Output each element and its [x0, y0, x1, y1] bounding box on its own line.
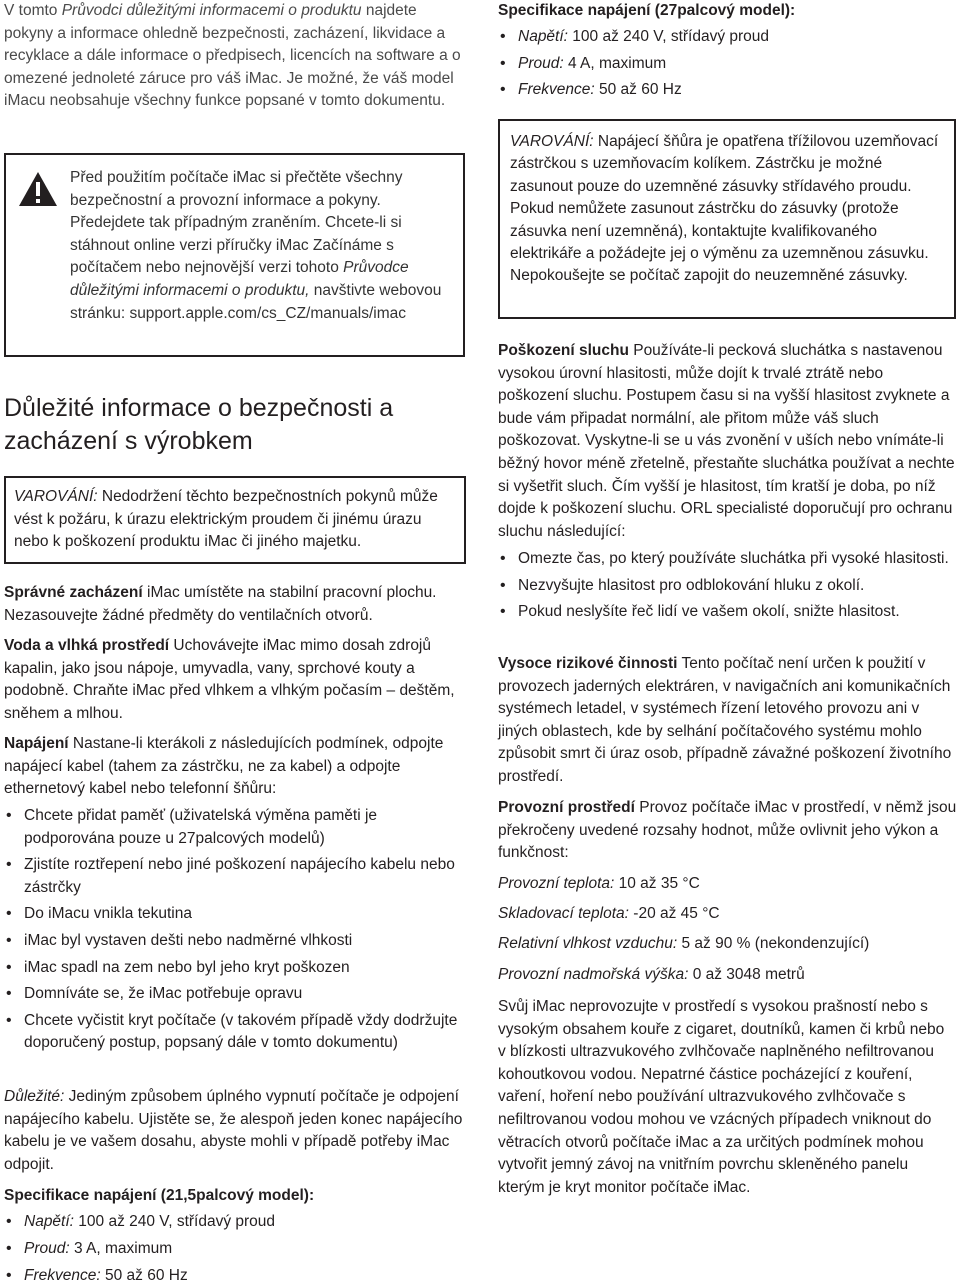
list-item: • Chcete vyčistit kryt počítače (v takovém případě vždy dodržujte doporučený postup, popsaný dále v tomto dokumentu): [4, 1010, 462, 1055]
section-heading: Důležité informace o bezpečnosti a zacházení s výrobkem: [4, 394, 394, 455]
list-item: • Domníváte se, že iMac potřebuje opravu: [4, 983, 462, 1006]
warning-label: VAROVÁNÍ:: [510, 133, 594, 150]
alert-text: Před použitím počítače iMac si přečtěte všechny bezpečnostní a provozní informace a pokyny. Předejdete tak případným zraněním. Chcete-li si stáhnout online verzi příručky iMac Začínáme s počítačem nebo nejnovější verzi tohoto Průvodce důležitými informacemi o produktu, navštivte webovou stránku: support.apple.com/cs_CZ/manuals/imac: [70, 169, 442, 322]
spec-21-list: [4, 1211, 466, 1288]
list-item: • Nezvyšujte hlasitost pro odblokování hluku z okolí.: [498, 575, 958, 598]
list-item: • iMac byl vystaven dešti nebo nadměrné vlhkosti: [4, 930, 462, 953]
environment-section: Provozní prostředí Provoz počítače iMac v prostředí, v němž jsou překročeny uvedené rozsahy hodnot, může ovlivnit jeho výkon a funkčnost:: [498, 799, 957, 862]
hearing-section: Poškození sluchu Používáte-li pecková sluchátka s nastavenou vysokou úrovní hlasitosti, může dojít k trvalé ztrátě nebo poškození sluchu. Postupem času si na vyšší hlasitost zvyknete a bude vám připadat normální, ale přitom může váš sluch poškozovat. Vyskytne-li se u vás zvonění v uších nebo vnímáte-li běžný hovor méně zřetelně, přestaňte sluchátka používat a nechte si vyšetřit sluch. Čím vyšší je hlasitost, tím kratší je doba, po níž dojde k poškození sluchu. ORL specialisté doporučují pro ochranu sluchu následující:: [498, 342, 955, 540]
spec-storage-temp: Skladovací teplota: -20 až 45 °C: [498, 905, 720, 922]
list-item: • Pokud neslyšíte řeč lidí ve vašem okolí, snižte hlasitost.: [498, 601, 958, 624]
intro-paragraph: V tomto Průvodci důležitými informacemi o produktu najdete pokyny a informace ohledně bezpečnosti, zacházení, likvidace a recyklace a dále informace o předpisech, licencích na software a o omezené jednoleté záruce pro váš iMac. Je možné, že váš model iMacu neobsahuje všechny funkce popsané v tomto dokumentu.: [4, 2, 461, 110]
power-conditions-list: [4, 805, 462, 1055]
list-item: • Proud: 4 A, maximum: [498, 53, 958, 76]
list-item: • Frekvence: 50 až 60 Hz: [4, 1265, 466, 1288]
list-item: • iMac spadl na zem nebo byl jeho kryt poškozen: [4, 957, 462, 980]
list-item: • Napětí: 100 až 240 V, střídavý proud: [4, 1211, 466, 1234]
warning-triangle-icon: [18, 171, 58, 207]
spec-altitude: Provozní nadmořská výška: 0 až 3048 metrů: [498, 966, 805, 983]
list-item: • Chcete přidat paměť (uživatelská výměna paměti je podporována pouze u 27palcových modelů): [4, 805, 462, 850]
hearing-tips-list: [498, 548, 958, 624]
water-section: Voda a vlhká prostředí Uchovávejte iMac mimo dosah zdrojů kapalin, jako jsou nápoje, umyvadla, vany, sprchové kouty a podobně. Chraňte iMac před vlhkem a vlhkým počasím – deštěm, sněhem a mlhou.: [4, 637, 455, 722]
spec-humidity: Relativní vlhkost vzduchu: 5 až 90 % (nekondenzující): [498, 935, 870, 952]
list-item: • Proud: 3 A, maximum: [4, 1238, 466, 1261]
warning-text: Nedodržení těchto bezpečnostních pokynů může vést k požáru, k úrazu elektrickým proudem či jinému úrazu nebo k poškození produktu iMac či jiného majetku.: [14, 488, 438, 551]
list-item: • Omezte čas, po který používáte sluchátka při vysoké hlasitosti.: [498, 548, 958, 571]
warning-box: [4, 476, 466, 564]
important-note: Důležité: Jediným způsobem úplného vypnutí počítače je odpojení napájecího kabelu. Ujistěte se, že alespoň jeden konec napájecího kabelu je ve vašem dosahu, abyste mohli v případě potřeby iMac odpojit.: [4, 1088, 463, 1173]
power-section: Napájení Nastane-li kterákoli z následujících podmínek, odpojte napájecí kabel (tahem za zástrčku, ne za kabel) a odpojte ethernetový kabel nebo telefonní šňůru:: [4, 735, 444, 798]
handling-section: Správné zacházení iMac umístěte na stabilní pracovní plochu. Nezasouvejte žádné předměty do ventilačních otvorů.: [4, 584, 437, 624]
warning-label: VAROVÁNÍ:: [14, 488, 98, 505]
list-item: • Frekvence: 50 až 60 Hz: [498, 79, 958, 102]
list-item: • Napětí: 100 až 240 V, střídavý proud: [498, 26, 958, 49]
list-item: • Zjistíte roztřepení nebo jiné poškození napájecího kabelu nebo zástrčky: [4, 854, 462, 899]
read-first-alert: [4, 153, 465, 357]
list-item: • Do iMacu vnikla tekutina: [4, 903, 462, 926]
spec-27-list: [498, 26, 958, 102]
spec-21-title: Specifikace napájení (21,5palcový model):: [4, 1187, 315, 1204]
spec-operating-temp: Provozní teplota: 10 až 35 °C: [498, 875, 700, 892]
warning-text: Napájecí šňůra je opatřena třížilovou uzemňovací zástrčkou s uzemňovacím kolíkem. Zástrčku je možné zasunout pouze do uzemněné zásuvky střídavého proudu. Pokud nemůžete zasunout zástrčku do zásuvky (protože zásuvka není uzemněná), kontaktujte kvalifikovaného elektrikáře a požádejte jej o výměnu za uzemněnou zásuvku. Nepokoušejte se počítač zapojit do neuzemněné zásuvky.: [510, 133, 939, 285]
spec-27-title: Specifikace napájení (27palcový model):: [498, 2, 796, 19]
dust-note: Svůj iMac neprovozujte v prostředí s vysokou prašností nebo s vysokým obsahem kouře z cigaret, doutníků, kamen či krbů nebo v blízkosti ultrazvukového zvlhčovače naplněného nefiltrovanou kohoutkovou vodou. Nepatrné částice pocházející z kouření, vaření, hoření nebo používání ultrazvukového zvlhčovače s nefiltrovanou vodou mohou ve vzácných případech vniknout do větracích otvorů počítače iMac a za určitých podmínek mohou vytvořit jemný závoj na vnitřním povrchu skleněného panelu kterým je kryt monitor počítače iMac.: [498, 998, 945, 1196]
high-risk-section: Vysoce rizikové činnosti Tento počítač není určen k použití v provozech jaderných elektráren, v navigačních ani komunikačních systémech letadel, v systémech řízení letového provozu ani v jiných oblastech, kde by selhání počítačového systému mohlo způsobit smrt či úraz osob, případně závažné poškození životního prostředí.: [498, 655, 952, 785]
grounding-warning-box: [498, 119, 956, 319]
